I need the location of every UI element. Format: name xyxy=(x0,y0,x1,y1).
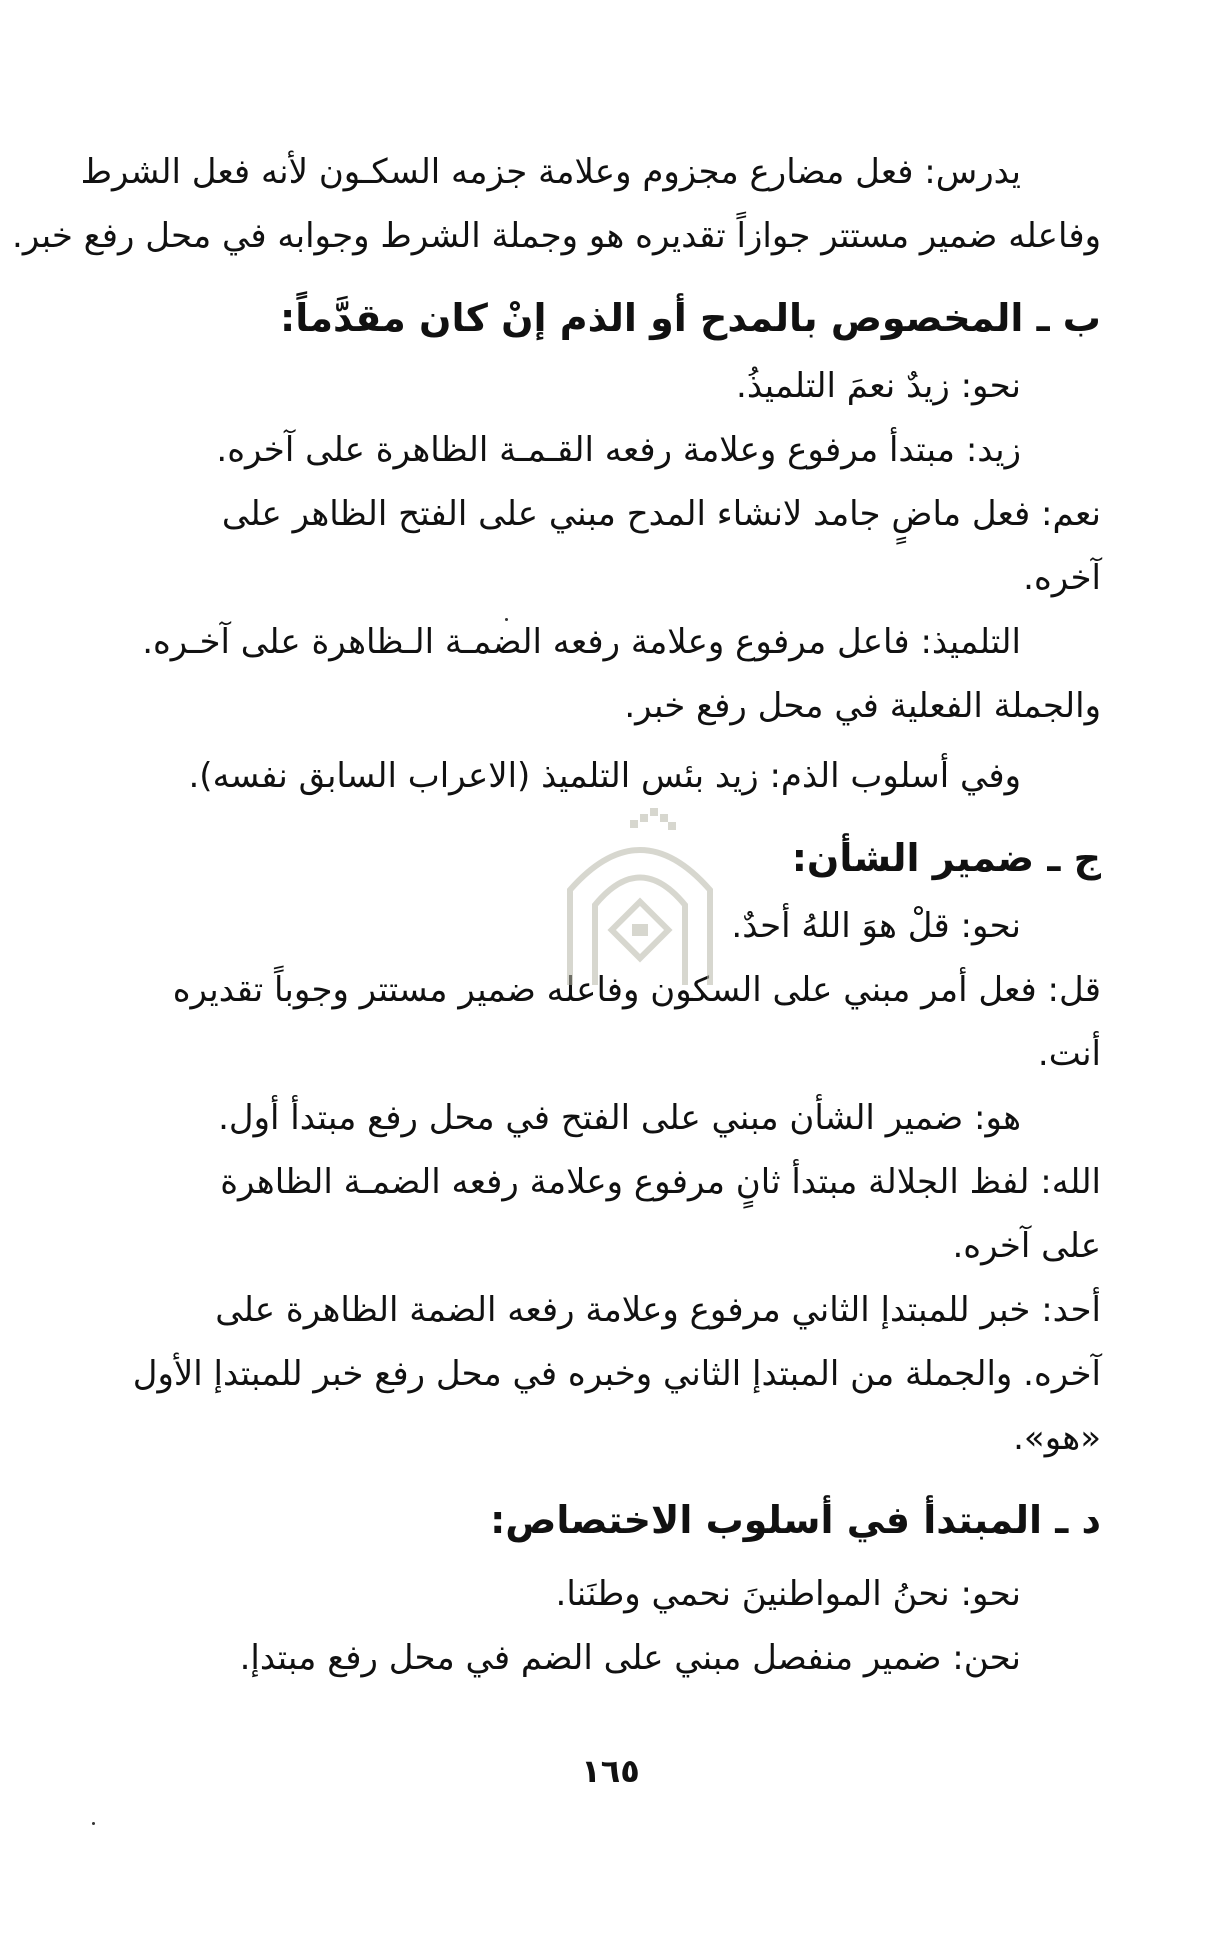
parse-line-cont: أنت. xyxy=(1037,1034,1101,1074)
paragraph-line: يدرس: فعل مضارع مجزوم وعلامة جزمه السكـون لأنه فعل الشرط xyxy=(80,152,1021,192)
parse-line-cont: «هو». xyxy=(1013,1418,1101,1458)
paragraph-line: وفاعله ضمير مستتر جوازاً تقديره هو وجملة الشرط وجوابه في محل رفع خبر. xyxy=(12,216,1101,256)
parse-line-cont: والجملة الفعلية في محل رفع خبر. xyxy=(624,686,1101,726)
parse-line: نعم: فعل ماضٍ جامد لانشاء المدح مبني على الفتح الظاهر على xyxy=(221,494,1101,534)
mosque-logo-icon xyxy=(540,800,740,1000)
example-line: نحو: قلْ هوَ اللهُ أحدٌ. xyxy=(731,906,1021,946)
parse-line: الله: لفظ الجلالة مبتدأ ثانٍ مرفوع وعلامة رفعه الضمـة الظاهرة xyxy=(220,1162,1101,1202)
parse-line: التلميذ: فاعل مرفوع وعلامة رفعه الضمـة الـظاهرة على آخـره. xyxy=(142,622,1021,662)
example-line: نحو: زيدٌ نعمَ التلميذُ. xyxy=(736,366,1021,406)
parse-line: أحد: خبر للمبتدإ الثاني مرفوع وعلامة رفعه الضمة الظاهرة على xyxy=(215,1290,1101,1330)
parse-line-cont: آخره. xyxy=(1023,558,1101,598)
parse-line: زيد: مبتدأ مرفوع وعلامة رفعه القـمـة الظاهرة على آخره. xyxy=(216,430,1021,470)
parse-line: نحن: ضمير منفصل مبني على الضم في محل رفع مبتدإ. xyxy=(239,1638,1021,1678)
section-heading-c: ج ـ ضمير الشأن: xyxy=(791,836,1101,880)
section-heading-d: د ـ المبتدأ في أسلوب الاختصاص: xyxy=(490,1498,1101,1542)
section-heading-b: ب ـ المخصوص بالمدح أو الذم إنْ كان مقدَّماً: xyxy=(280,296,1101,340)
paragraph-line: وفي أسلوب الذم: زيد بئس التلميذ (الاعراب السابق نفسه). xyxy=(188,756,1021,796)
parse-line-cont: آخره. والجملة من المبتدإ الثاني وخبره في محل رفع خبر للمبتدإ الأول xyxy=(132,1354,1101,1394)
parse-line-cont: على آخره. xyxy=(952,1226,1101,1266)
scan-speck xyxy=(505,618,508,621)
example-line: نحو: نحنُ المواطنينَ نحمي وطنَنا. xyxy=(555,1574,1021,1614)
parse-line: قل: فعل أمر مبني على السكون وفاعله ضمير مستتر وجوباً تقديره xyxy=(172,970,1101,1010)
parse-line: هو: ضمير الشأن مبني على الفتح في محل رفع مبتدأ أول. xyxy=(218,1098,1021,1138)
page-number: ١٦٥ xyxy=(581,1752,640,1790)
scan-speck xyxy=(92,1822,95,1825)
